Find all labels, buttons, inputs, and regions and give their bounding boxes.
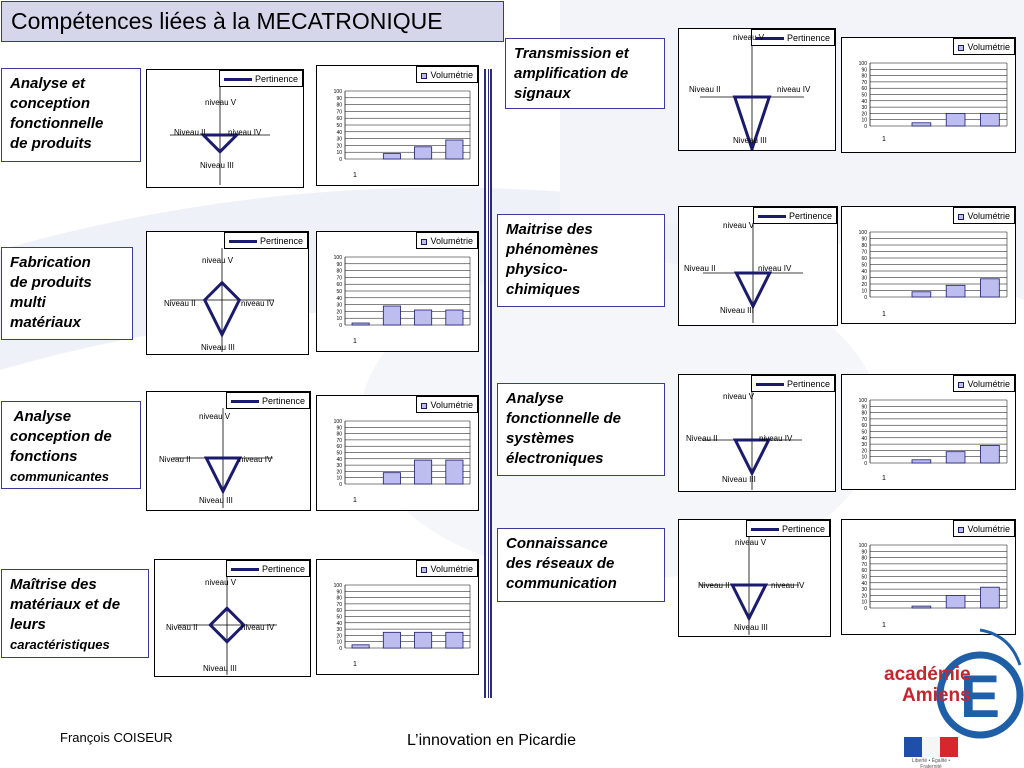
x-tick-label: 1 [353, 497, 357, 504]
y-tick-label: 80 [336, 595, 342, 602]
competence-line: fonctionnelle [10, 115, 104, 132]
y-tick-label: 40 [861, 98, 867, 105]
legend-line-icon [756, 383, 784, 386]
y-tick-label: 20 [336, 469, 342, 476]
bar [415, 310, 432, 325]
y-tick-label: 60 [861, 256, 867, 262]
y-tick-label: 70 [336, 437, 342, 444]
radar-label-iv: niveau IV [758, 264, 792, 273]
legend-volumetrie: Volumétrie [953, 38, 1015, 55]
radar-label-v: niveau V [723, 392, 755, 401]
radar-label-iii: Niveau III [201, 343, 235, 352]
bar [446, 140, 463, 159]
y-tick-label: 30 [336, 627, 342, 634]
radar-label-iv: niveau IV [241, 623, 275, 632]
bar [981, 279, 1000, 297]
y-tick-label: 80 [336, 431, 342, 438]
radar-chart [154, 559, 311, 677]
y-tick-label: 50 [336, 289, 342, 295]
radar-chart [678, 519, 831, 637]
y-tick-label: 0 [339, 646, 342, 652]
bar-chart [316, 559, 479, 675]
y-tick-label: 0 [864, 461, 867, 467]
competence-box [1, 569, 149, 658]
x-tick-label: 1 [882, 622, 886, 629]
competence-line: Transmission et [514, 45, 629, 62]
legend-square-icon [958, 527, 964, 533]
legend-pertinence: Pertinence [751, 29, 835, 46]
competence-box [1, 401, 141, 489]
competence-box [1, 247, 133, 340]
radar-label-iii: Niveau III [733, 136, 767, 145]
y-tick-label: 30 [861, 275, 867, 282]
x-tick-label: 1 [353, 172, 357, 179]
bar [352, 645, 369, 648]
radar-label-ii: Niveau II [159, 455, 191, 464]
radar-label-iv: niveau IV [777, 85, 811, 94]
bar [446, 310, 463, 325]
y-tick-label: 40 [336, 620, 342, 627]
competence-line: de produits [10, 274, 92, 291]
competence-line: Maitrise des [506, 221, 593, 238]
y-tick-label: 90 [861, 549, 867, 556]
competence-line: Maîtrise des [10, 576, 97, 593]
logo-letter: E [959, 663, 1001, 730]
y-tick-label: 90 [336, 425, 342, 432]
y-tick-label: 70 [861, 416, 867, 423]
radar-label-v: niveau V [199, 412, 231, 421]
radar-chart [146, 231, 309, 355]
bar [981, 587, 1000, 608]
radar-label-iv: niveau IV [241, 299, 275, 308]
bar [946, 595, 965, 608]
x-tick-label: 1 [882, 136, 886, 143]
bar [946, 113, 965, 126]
bar [912, 606, 931, 608]
competence-line: des réseaux de [506, 555, 615, 572]
y-tick-label: 100 [333, 419, 342, 425]
competence-line: multi [10, 294, 46, 311]
y-tick-label: 60 [336, 282, 342, 289]
radar-label-v: niveau V [205, 98, 237, 107]
radar-chart [146, 391, 311, 511]
competence-line: chimiques [506, 281, 581, 298]
bar [981, 113, 1000, 126]
y-tick-label: 80 [861, 555, 867, 562]
radar-label-iv: niveau IV [759, 434, 793, 443]
y-tick-label: 100 [858, 230, 867, 236]
competence-line: de produits [10, 135, 92, 152]
legend-line-icon [231, 568, 259, 571]
competence-line: Connaissance [506, 535, 608, 552]
radar-label-iv: niveau IV [228, 128, 262, 137]
y-tick-label: 30 [336, 136, 342, 143]
logo-line: académie [884, 664, 971, 685]
radar-label-v: niveau V [205, 578, 237, 587]
competence-line: conception de [10, 428, 112, 445]
radar-label-iv: niveau IV [771, 581, 805, 590]
y-tick-label: 80 [336, 268, 342, 275]
bar [415, 632, 432, 648]
y-tick-label: 10 [861, 454, 867, 461]
y-tick-label: 0 [864, 295, 867, 301]
y-tick-label: 60 [336, 116, 342, 123]
y-tick-label: 30 [336, 302, 342, 309]
y-tick-label: 100 [858, 398, 867, 404]
y-tick-label: 20 [336, 309, 342, 316]
legend-volumetrie: Volumétrie [953, 375, 1015, 392]
y-tick-label: 90 [336, 261, 342, 268]
bar-chart [841, 37, 1016, 153]
x-tick-label: 1 [882, 311, 886, 318]
y-tick-label: 50 [336, 123, 342, 129]
french-flag-icon [904, 737, 958, 757]
y-tick-label: 0 [864, 124, 867, 130]
y-tick-label: 60 [861, 568, 867, 575]
competence-line: Analyse et [10, 75, 86, 92]
page-title: Compétences liées à la MECATRONIQUE [1, 1, 504, 42]
y-tick-label: 90 [861, 404, 867, 411]
y-tick-label: 80 [336, 102, 342, 109]
bar [912, 123, 931, 126]
radar-chart [146, 69, 304, 188]
y-tick-label: 10 [336, 639, 342, 646]
legend-volumetrie: Volumétrie [953, 207, 1015, 224]
y-tick-label: 70 [336, 275, 342, 282]
radar-label-v: niveau V [735, 538, 767, 547]
radar-label-iii: Niveau III [722, 475, 756, 484]
y-tick-label: 20 [861, 282, 867, 288]
y-tick-label: 50 [861, 574, 867, 581]
competence-line: électroniques [506, 450, 604, 467]
academie-logo-text [884, 664, 971, 706]
radar-label-ii: Niveau II [689, 85, 721, 94]
y-tick-label: 100 [333, 89, 342, 95]
bar [415, 460, 432, 484]
y-tick-label: 70 [861, 561, 867, 568]
y-tick-label: 40 [861, 435, 867, 442]
bar-chart [841, 374, 1016, 490]
y-tick-label: 30 [861, 587, 867, 594]
legend-square-icon [421, 73, 427, 79]
bar [415, 147, 432, 159]
competence-line: fonctionnelle de [506, 410, 622, 427]
y-tick-label: 0 [339, 323, 342, 329]
logo-line: Amiens [902, 685, 971, 706]
bar [383, 473, 400, 484]
competence-line: matériaux [10, 314, 81, 331]
competence-line: phénomènes [506, 241, 599, 258]
y-tick-label: 20 [861, 111, 867, 118]
y-tick-label: 20 [861, 448, 867, 455]
competence-line: caractéristiques [10, 637, 110, 652]
competence-line: amplification de [514, 65, 629, 82]
radar-label-iv: niveau IV [239, 455, 273, 464]
y-tick-label: 80 [861, 410, 867, 417]
vertical-divider [484, 69, 492, 698]
legend-volumetrie: Volumétrie [416, 232, 478, 249]
y-tick-label: 90 [861, 67, 867, 74]
radar-label-iii: Niveau III [199, 496, 233, 505]
y-tick-label: 70 [861, 249, 867, 256]
y-tick-label: 100 [858, 61, 867, 67]
legend-volumetrie: Volumétrie [416, 560, 478, 577]
y-tick-label: 10 [336, 150, 342, 157]
legend-pertinence: Pertinence [751, 375, 835, 392]
legend-volumetrie: Volumétrie [416, 396, 478, 413]
y-tick-label: 30 [861, 105, 867, 112]
y-tick-label: 100 [858, 543, 867, 549]
competence-box [497, 528, 665, 602]
legend-square-icon [421, 567, 427, 573]
y-tick-label: 10 [861, 288, 867, 295]
y-tick-label: 20 [336, 143, 342, 150]
competence-line: matériaux et de [10, 596, 121, 613]
footer-tagline: L’innovation en Picardie [407, 732, 577, 749]
radar-label-v: niveau V [733, 33, 765, 42]
bar [383, 306, 400, 325]
radar-label-ii: Niveau II [164, 299, 196, 308]
y-tick-label: 60 [861, 86, 867, 93]
y-tick-label: 70 [861, 79, 867, 86]
y-tick-label: 100 [333, 255, 342, 261]
radar-label-iii: Niveau III [203, 664, 237, 673]
bar [352, 323, 369, 325]
legend-pertinence: Pertinence [226, 392, 310, 409]
legend-pertinence: Pertinence [219, 70, 303, 87]
y-tick-label: 40 [336, 129, 342, 136]
y-tick-label: 30 [336, 463, 342, 470]
bar-chart [841, 519, 1016, 635]
radar-label-v: niveau V [202, 256, 234, 265]
legend-pertinence: Pertinence [226, 560, 310, 577]
radar-label-ii: Niveau II [698, 581, 730, 590]
y-tick-label: 50 [861, 262, 867, 269]
x-tick-label: 1 [882, 475, 886, 482]
y-tick-label: 50 [861, 429, 867, 436]
competence-line: fonctions [10, 448, 78, 465]
y-tick-label: 60 [861, 423, 867, 430]
y-tick-label: 70 [336, 601, 342, 608]
y-tick-label: 10 [336, 475, 342, 482]
author-name: François COISEUR [60, 730, 173, 745]
radar-chart [678, 374, 836, 492]
bar [912, 292, 931, 297]
flag-caption: Liberté • Égalité • Fraternité [911, 758, 951, 768]
bar [912, 460, 931, 463]
y-tick-label: 40 [861, 269, 867, 275]
bar [946, 285, 965, 297]
legend-volumetrie: Volumétrie [953, 520, 1015, 537]
y-tick-label: 60 [336, 444, 342, 451]
bar [946, 452, 965, 463]
competence-line: Analyse [10, 408, 72, 425]
bar [383, 632, 400, 648]
y-tick-label: 0 [339, 482, 342, 488]
y-tick-label: 90 [861, 236, 867, 243]
competence-line: physico- [506, 261, 568, 278]
legend-pertinence: Pertinence [746, 520, 830, 537]
radar-label-iii: Niveau III [200, 161, 234, 170]
y-tick-label: 50 [336, 614, 342, 621]
competence-box [497, 383, 665, 476]
y-tick-label: 10 [861, 117, 867, 124]
legend-line-icon [229, 240, 257, 243]
y-tick-label: 90 [336, 95, 342, 102]
radar-label-ii: Niveau II [686, 434, 718, 443]
y-tick-label: 0 [339, 157, 342, 163]
bar-chart [841, 206, 1016, 324]
radar-label-v: niveau V [723, 221, 755, 230]
competence-line: communication [506, 575, 617, 592]
radar-label-iii: Niveau III [720, 306, 754, 315]
bar [446, 460, 463, 484]
y-tick-label: 100 [333, 583, 342, 589]
legend-line-icon [751, 528, 779, 531]
x-tick-label: 1 [353, 661, 357, 668]
competence-box [505, 38, 665, 109]
legend-line-icon [758, 215, 786, 218]
legend-pertinence: Pertinence [753, 207, 837, 224]
bar-chart [316, 395, 479, 511]
legend-line-icon [231, 400, 259, 403]
radar-chart [678, 28, 836, 151]
legend-line-icon [224, 78, 252, 81]
bar-chart [316, 231, 479, 352]
y-tick-label: 90 [336, 589, 342, 596]
x-tick-label: 1 [353, 338, 357, 345]
legend-square-icon [421, 403, 427, 409]
legend-volumetrie: Volumétrie [416, 66, 478, 83]
radar-label-ii: Niveau II [166, 623, 198, 632]
radar-label-ii: Niveau II [174, 128, 206, 137]
bar [981, 445, 1000, 463]
y-tick-label: 20 [861, 593, 867, 600]
competence-line: Fabrication [10, 254, 91, 271]
y-tick-label: 70 [336, 109, 342, 116]
competence-line: signaux [514, 85, 571, 102]
radar-label-ii: Niveau II [684, 264, 716, 273]
bar [446, 632, 463, 648]
competence-line: conception [10, 95, 91, 112]
y-tick-label: 30 [861, 442, 867, 449]
bar-chart [316, 65, 479, 186]
y-tick-label: 40 [336, 456, 342, 463]
y-tick-label: 0 [864, 606, 867, 612]
competence-line: leurs [10, 616, 46, 633]
y-tick-label: 60 [336, 608, 342, 615]
competence-line: Analyse [506, 390, 564, 407]
bar [383, 154, 400, 159]
legend-square-icon [958, 382, 964, 388]
legend-pertinence: Pertinence [224, 232, 308, 249]
y-tick-label: 80 [861, 73, 867, 80]
y-tick-label: 20 [336, 633, 342, 640]
legend-square-icon [421, 239, 427, 245]
y-tick-label: 40 [336, 295, 342, 302]
y-tick-label: 50 [336, 450, 342, 457]
y-tick-label: 10 [861, 599, 867, 606]
competence-box [497, 214, 665, 307]
competence-line: systèmes [506, 430, 575, 447]
y-tick-label: 50 [861, 92, 867, 99]
legend-square-icon [958, 45, 964, 51]
radar-label-iii: Niveau III [734, 623, 768, 632]
legend-square-icon [958, 214, 964, 220]
competence-line: communicantes [10, 469, 109, 484]
y-tick-label: 80 [861, 243, 867, 249]
competence-box [1, 68, 141, 162]
radar-chart [678, 206, 838, 326]
y-tick-label: 40 [861, 580, 867, 587]
y-tick-label: 10 [336, 316, 342, 323]
